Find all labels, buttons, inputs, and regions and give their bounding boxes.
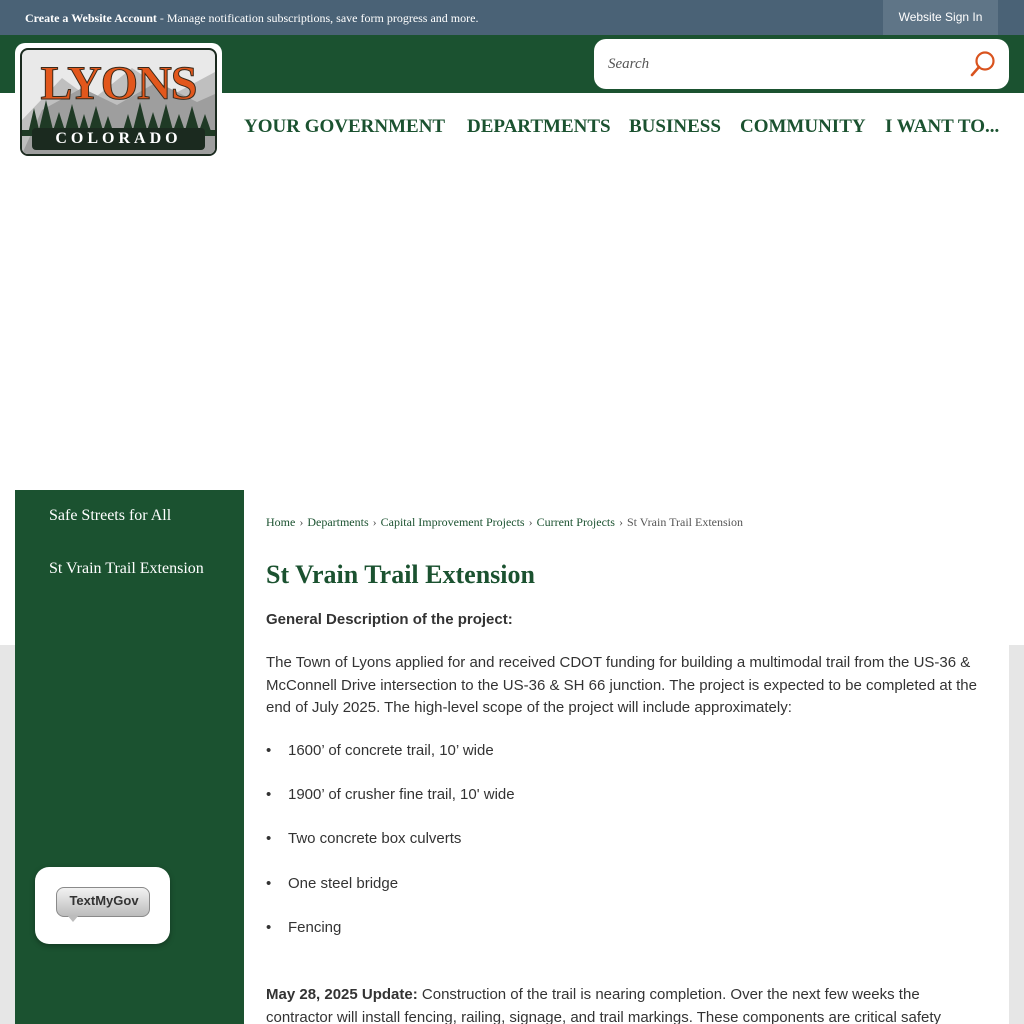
top-utility-bar — [0, 0, 1024, 35]
breadcrumb-separator: › — [618, 515, 623, 529]
logo-subtitle: COLORADO — [55, 130, 182, 147]
list-item — [266, 919, 341, 936]
textmygov-label: TextMyGov — [69, 893, 139, 908]
nav-i-want-to[interactable]: I WANT TO... — [885, 116, 1000, 137]
breadcrumb-separator: › — [299, 515, 304, 529]
list-item-text: 1600’ of concrete trail, 10’ wide — [288, 742, 494, 759]
main-content — [244, 490, 1009, 1024]
nav-business[interactable]: BUSINESS — [629, 116, 721, 137]
breadcrumb-capital-improvement[interactable]: Capital Improvement Projects — [380, 515, 525, 529]
website-sign-in-button[interactable]: Website Sign In — [883, 0, 998, 35]
logo-wordmark: LYONS — [40, 57, 197, 110]
list-item — [266, 875, 398, 892]
list-item — [266, 786, 515, 803]
lyons-colorado-logo[interactable] — [15, 43, 222, 161]
chat-bubble-tail — [67, 915, 79, 922]
logo-frame — [20, 48, 217, 156]
search-icon[interactable] — [969, 50, 997, 78]
list-item-text: Two concrete box culverts — [288, 830, 462, 847]
create-account-description: - Manage notification subscriptions, save form progress and more. — [156, 11, 479, 25]
nav-your-government[interactable]: YOUR GOVERNMENT — [244, 116, 446, 137]
update-text: Construction of the trail is nearing completion. Over the next few weeks the contractor will install fencing, railing, signage, and trail markings. These components are critical safety — [266, 986, 942, 1024]
bullet-dot: • — [266, 742, 272, 759]
breadcrumb-separator: › — [372, 515, 377, 529]
breadcrumb-departments[interactable]: Departments — [307, 515, 369, 529]
update-paragraph — [266, 984, 986, 1024]
list-item-text: One steel bridge — [288, 875, 399, 892]
list-item-text: 1900’ of crusher fine trail, 10' wide — [288, 786, 515, 803]
search-input[interactable] — [608, 51, 948, 77]
breadcrumb-separator: › — [528, 515, 533, 529]
chat-bubble-icon — [56, 887, 150, 917]
update-date: May 28, 2025 Update: — [266, 986, 418, 1003]
search-box — [594, 39, 1009, 89]
sidebar-item-safe-streets[interactable]: Safe Streets for All — [49, 507, 172, 524]
create-account-link[interactable]: Create a Website Account — [25, 11, 157, 25]
page-title: St Vrain Trail Extension — [266, 560, 535, 589]
bullet-dot: • — [266, 830, 272, 847]
sidebar-item-st-vrain-trail[interactable]: St Vrain Trail Extension — [49, 560, 204, 577]
intro-paragraph: The Town of Lyons applied for and received CDOT funding for building a multimodal trail from the US-36 & McConnell Drive intersection to the US-36 & SH 66 junction. The project is expected to be completed at the end of July 2025. The high-level scope of the project will include approximately: — [266, 654, 977, 716]
bullet-dot: • — [266, 786, 272, 803]
breadcrumb-current-projects[interactable]: Current Projects — [536, 515, 615, 529]
list-item — [266, 742, 494, 759]
breadcrumb-current: St Vrain Trail Extension — [626, 515, 744, 529]
nav-community[interactable]: COMMUNITY — [740, 116, 866, 137]
section-heading — [266, 609, 986, 632]
create-account-message — [25, 11, 478, 26]
textmygov-widget[interactable] — [35, 867, 170, 944]
breadcrumb — [266, 515, 743, 530]
breadcrumb-home[interactable]: Home — [266, 515, 296, 529]
list-item-text: Fencing — [288, 919, 342, 936]
logo-banner — [32, 128, 205, 150]
bullet-dot: • — [266, 919, 272, 936]
list-item — [266, 830, 461, 847]
bullet-dot: • — [266, 875, 272, 892]
nav-departments[interactable]: DEPARTMENTS — [467, 116, 611, 137]
section-heading-text: General Description of the project: — [266, 611, 513, 628]
